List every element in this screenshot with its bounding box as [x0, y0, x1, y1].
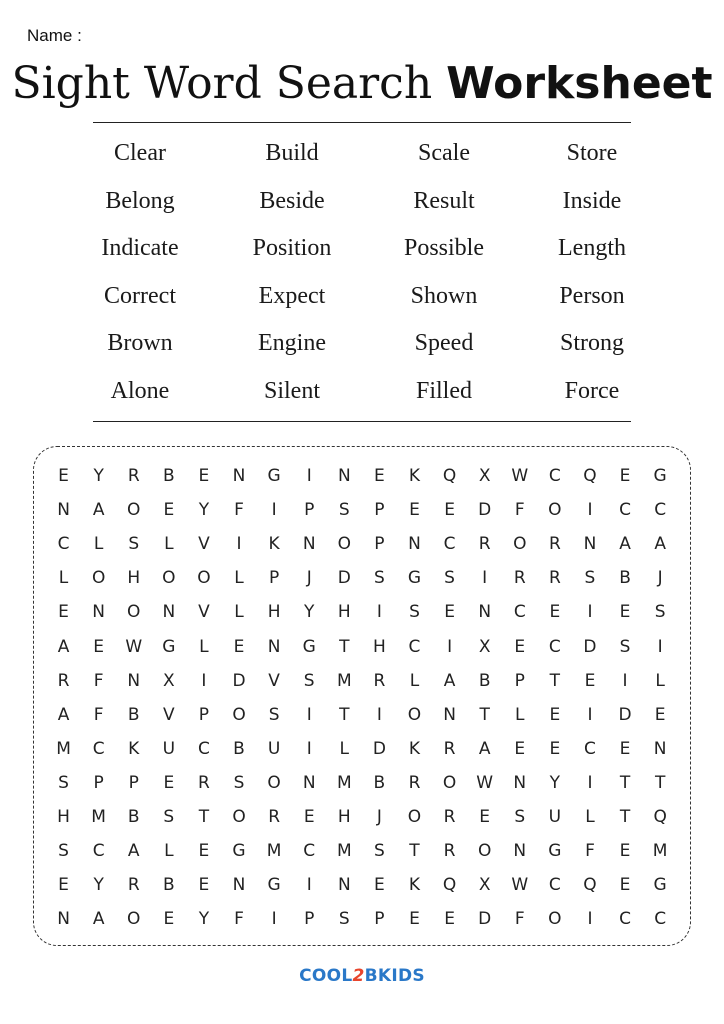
grid-letter: L [234, 602, 244, 623]
grid-letter: E [549, 602, 561, 623]
grid-letter: O [548, 500, 562, 521]
grid-letter: W [125, 636, 143, 657]
word-item: Inside [562, 187, 622, 214]
grid-letter: E [233, 636, 245, 657]
grid-letter: E [163, 909, 175, 930]
grid-letter: P [374, 909, 385, 930]
word-item: Indicate [101, 235, 179, 261]
grid-letter: E [198, 466, 210, 487]
grid-letter: L [409, 670, 420, 691]
grid-letter: Q [442, 466, 457, 487]
grid-letter: V [163, 704, 175, 725]
grid-letter: A [127, 841, 140, 862]
grid-letter: N [337, 466, 351, 487]
grid-letter: O [267, 772, 281, 793]
grid-letter: S [409, 602, 420, 623]
grid-letter: F [234, 500, 244, 521]
grid-letter: Q [653, 806, 667, 827]
grid-letter: E [93, 636, 105, 657]
grid-letter: D [583, 636, 597, 657]
grid-letter: N [513, 772, 527, 793]
grid-letter: R [408, 772, 421, 793]
grid-letter: M [336, 841, 352, 862]
grid-letter: B [619, 568, 631, 589]
grid-letter: R [373, 670, 386, 691]
grid-letter: J [657, 568, 663, 589]
grid-letter: S [654, 602, 666, 623]
word-item: Store [566, 140, 618, 166]
grid-letter: N [478, 602, 492, 623]
grid-letter: O [127, 500, 141, 521]
grid-letter: K [408, 466, 421, 487]
grid-letter: A [443, 670, 456, 691]
grid-letter: S [619, 636, 631, 657]
grid-letter: R [548, 534, 561, 555]
grid-letter: Y [549, 772, 561, 793]
grid-letter: G [267, 466, 281, 487]
grid-letter: F [93, 704, 104, 725]
word-item: Force [564, 377, 620, 404]
grid-letter: M [336, 772, 352, 793]
grid-letter: Y [198, 909, 210, 930]
grid-letter: I [587, 704, 593, 725]
grid-letter: E [619, 466, 631, 487]
grid-letter: N [232, 875, 246, 896]
grid-letter: C [57, 534, 70, 555]
grid-letter: H [267, 602, 281, 623]
grid-letter: E [374, 875, 385, 896]
grid-letter: C [408, 636, 421, 657]
grid-letter: G [407, 568, 422, 589]
word-item: Engine [258, 330, 326, 356]
grid-letter: U [548, 806, 562, 827]
grid-letter: C [654, 909, 667, 930]
grid-letter: G [548, 841, 562, 862]
grid-letter: R [268, 806, 281, 827]
grid-letter: G [653, 875, 667, 896]
grid-letter: G [653, 466, 667, 487]
grid-letter: I [622, 670, 628, 691]
grid-letter: N [162, 602, 176, 623]
grid-letter: N [302, 534, 316, 555]
grid-letter: U [267, 738, 281, 759]
grid-letter: L [164, 534, 174, 555]
grid-letter: K [268, 534, 280, 555]
grid-letter: O [407, 704, 422, 725]
grid-letter: E [654, 704, 666, 725]
grid-letter: L [93, 534, 104, 555]
grid-letter: V [198, 534, 210, 555]
grid-letter: E [198, 841, 210, 862]
grid-letter: T [198, 806, 210, 827]
grid-letter: I [306, 466, 312, 487]
grid-letter: N [127, 670, 141, 691]
grid-letter: N [267, 636, 281, 657]
grid-letter: I [482, 568, 488, 589]
name-label: Name : [27, 26, 82, 45]
grid-letter: E [514, 738, 526, 759]
grid-letter: R [127, 875, 140, 896]
grid-letter: P [304, 500, 315, 521]
grid-letter: A [92, 500, 105, 521]
grid-letter: S [584, 568, 596, 589]
grid-letter: M [652, 841, 668, 862]
grid-letter: N [513, 841, 527, 862]
letter-grid [46, 459, 678, 931]
grid-letter: O [477, 841, 492, 862]
grid-letter: E [619, 738, 631, 759]
word-list [64, 131, 664, 416]
grid-letter: P [93, 772, 104, 793]
grid-letter: I [587, 772, 593, 793]
grid-letter: R [57, 670, 70, 691]
word-item: Belong [105, 187, 175, 214]
grid-letter: M [266, 841, 282, 862]
grid-letter: O [127, 602, 141, 623]
grid-letter: F [93, 670, 104, 691]
grid-letter: I [306, 704, 312, 725]
grid-letter: J [306, 568, 312, 589]
word-item: Filled [415, 377, 472, 404]
grid-letter: C [513, 602, 526, 623]
grid-letter: H [337, 602, 351, 623]
grid-letter: S [58, 841, 69, 862]
grid-letter: C [548, 636, 561, 657]
grid-letter: W [476, 772, 494, 793]
page-title [0, 56, 724, 112]
grid-letter: F [585, 841, 595, 862]
grid-letter: R [478, 534, 491, 555]
grid-letter: S [233, 772, 245, 793]
grid-letter: R [443, 738, 456, 759]
grid-letter: E [58, 875, 69, 896]
grid-letter: I [447, 636, 453, 657]
grid-letter: U [162, 738, 176, 759]
grid-letter: S [514, 806, 526, 827]
grid-letter: Y [93, 875, 104, 896]
grid-letter: Y [93, 466, 104, 487]
grid-letter: E [198, 875, 210, 896]
word-item: Result [413, 187, 475, 214]
word-item: Speed [414, 330, 474, 356]
grid-letter: P [268, 568, 280, 589]
grid-letter: P [198, 704, 210, 725]
grid-letter: E [444, 909, 455, 930]
grid-letter: S [373, 568, 385, 589]
grid-letter: F [514, 909, 525, 930]
grid-letter: L [515, 704, 525, 725]
grid-letter: W [511, 875, 529, 896]
grid-letter: L [655, 670, 665, 691]
grid-letter: C [584, 738, 596, 759]
grid-letter: H [372, 636, 386, 657]
grid-letter: D [618, 704, 632, 725]
grid-letter: W [511, 466, 529, 487]
grid-letter: A [57, 636, 70, 657]
grid-letter: I [236, 534, 242, 555]
grid-letter: X [163, 670, 175, 691]
grid-letter: O [442, 772, 457, 793]
grid-letter: B [478, 670, 491, 691]
grid-letter: I [201, 670, 207, 691]
grid-letter: A [654, 534, 666, 555]
grid-letter: K [408, 875, 421, 896]
word-item: Length [558, 235, 626, 261]
grid-letter: T [549, 670, 561, 691]
word-item: Clear [114, 140, 166, 166]
bottom-divider [93, 421, 631, 422]
grid-letter: O [197, 568, 211, 589]
grid-letter: R [127, 466, 140, 487]
grid-letter: E [303, 806, 315, 827]
grid-letter: C [443, 534, 456, 555]
grid-letter: F [514, 500, 525, 521]
grid-letter: C [92, 841, 105, 862]
grid-letter: G [267, 875, 281, 896]
grid-letter: N [443, 704, 456, 725]
grid-letter: R [513, 568, 526, 589]
grid-letter: A [478, 738, 491, 759]
grid-letter: N [302, 772, 316, 793]
grid-letter: H [127, 568, 141, 589]
grid-letter: C [197, 738, 210, 759]
grid-letter: D [337, 568, 351, 589]
grid-letter: D [232, 670, 246, 691]
grid-letter: B [233, 738, 245, 759]
word-item: Silent [263, 377, 320, 404]
word-item: Correct [104, 282, 176, 309]
grid-letter: E [584, 670, 596, 691]
word-item: Position [252, 235, 332, 261]
grid-letter: E [374, 466, 385, 487]
top-divider [93, 122, 631, 123]
word-item: Scale [418, 140, 470, 166]
grid-letter: O [407, 806, 422, 827]
grid-letter: E [444, 500, 455, 521]
grid-letter: T [619, 806, 631, 827]
grid-letter: G [232, 841, 246, 862]
grid-letter: E [163, 772, 175, 793]
grid-letter: I [376, 704, 382, 725]
grid-letter: S [58, 772, 69, 793]
grid-letter: G [302, 636, 316, 657]
grid-letter: E [58, 602, 69, 623]
grid-letter: A [619, 534, 631, 555]
grid-letter: O [337, 534, 351, 555]
word-item: Build [265, 140, 319, 166]
grid-letter: J [376, 806, 382, 827]
word-item: Strong [559, 330, 624, 356]
grid-letter: A [57, 704, 70, 725]
grid-letter: N [337, 875, 351, 896]
grid-letter: B [373, 772, 386, 793]
grid-letter: N [408, 534, 421, 555]
word-item: Brown [107, 330, 173, 356]
grid-letter: L [234, 568, 244, 589]
grid-letter: L [58, 568, 69, 589]
word-item: Alone [110, 377, 170, 404]
grid-letter: A [92, 909, 105, 930]
grid-letter: M [56, 738, 71, 759]
grid-letter: G [162, 636, 176, 657]
grid-letter: S [338, 909, 350, 930]
grid-letter: N [583, 534, 597, 555]
grid-letter: C [654, 500, 667, 521]
grid-letter: E [58, 466, 69, 487]
grid-letter: P [374, 500, 385, 521]
grid-letter: O [548, 909, 562, 930]
grid-letter: C [619, 909, 631, 930]
logo-part-3: BKIDS [364, 966, 425, 986]
grid-letter: O [232, 806, 246, 827]
grid-letter: K [128, 738, 140, 759]
grid-letter: B [127, 806, 140, 827]
grid-letter: D [372, 738, 386, 759]
grid-letter: I [271, 500, 277, 521]
grid-letter: Q [442, 875, 457, 896]
grid-letter: I [657, 636, 663, 657]
brand-logo [0, 966, 724, 986]
grid-letter: I [271, 909, 277, 930]
grid-letter: S [128, 534, 140, 555]
grid-letter: E [479, 806, 491, 827]
grid-letter: L [199, 636, 209, 657]
grid-letter: R [443, 806, 456, 827]
grid-letter: B [162, 875, 175, 896]
grid-letter: O [232, 704, 246, 725]
grid-letter: P [374, 534, 385, 555]
grid-letter: E [444, 602, 455, 623]
grid-letter: O [513, 534, 527, 555]
grid-letter: T [654, 772, 666, 793]
logo-part-2: 2 [352, 966, 365, 986]
grid-letter: H [337, 806, 351, 827]
grid-letter: X [478, 466, 491, 487]
grid-letter: D [478, 909, 492, 930]
word-item: Expect [258, 282, 326, 309]
grid-letter: I [306, 875, 312, 896]
grid-letter: I [587, 500, 593, 521]
grid-letter: P [304, 909, 315, 930]
grid-letter: S [373, 841, 385, 862]
logo-part-1: COOL [299, 966, 353, 986]
grid-letter: R [548, 568, 561, 589]
grid-letter: E [619, 841, 631, 862]
grid-letter: V [198, 602, 210, 623]
grid-letter: R [443, 841, 456, 862]
grid-letter: H [57, 806, 70, 827]
grid-letter: E [514, 636, 526, 657]
grid-letter: N [57, 500, 70, 521]
word-item: Person [559, 282, 625, 309]
grid-letter: E [619, 602, 631, 623]
grid-letter: T [619, 772, 631, 793]
grid-letter: C [619, 500, 631, 521]
grid-letter: R [198, 772, 210, 793]
grid-letter: E [409, 909, 420, 930]
title-part-2: Worksheet [446, 58, 713, 109]
grid-letter: X [478, 875, 491, 896]
grid-letter: C [548, 466, 561, 487]
grid-letter: Y [198, 500, 210, 521]
grid-letter: M [91, 806, 106, 827]
grid-letter: L [339, 738, 350, 759]
grid-letter: I [587, 602, 593, 623]
grid-letter: K [408, 738, 421, 759]
grid-letter: S [338, 500, 350, 521]
grid-letter: O [162, 568, 176, 589]
grid-letter: L [585, 806, 595, 827]
word-item: Possible [403, 235, 484, 261]
grid-letter: Y [304, 602, 315, 623]
grid-letter: S [268, 704, 280, 725]
grid-letter: E [549, 738, 561, 759]
grid-letter: I [587, 909, 593, 930]
grid-letter: I [306, 738, 312, 759]
grid-letter: Q [583, 466, 597, 487]
grid-letter: X [478, 636, 491, 657]
grid-letter: S [163, 806, 175, 827]
grid-letter: S [444, 568, 455, 589]
grid-letter: F [234, 909, 244, 930]
grid-letter: I [376, 602, 382, 623]
grid-letter: D [478, 500, 492, 521]
grid-letter: P [128, 772, 139, 793]
grid-letter: E [163, 500, 175, 521]
grid-letter: N [232, 466, 246, 487]
grid-letter: B [162, 466, 175, 487]
grid-letter: B [127, 704, 140, 725]
grid-letter: O [127, 909, 141, 930]
grid-letter: S [303, 670, 315, 691]
grid-letter: Q [583, 875, 597, 896]
word-item: Beside [259, 187, 325, 214]
grid-letter: N [57, 909, 70, 930]
grid-letter: T [479, 704, 490, 725]
grid-letter: T [409, 841, 420, 862]
grid-letter: E [409, 500, 420, 521]
grid-letter: C [303, 841, 316, 862]
grid-letter: O [91, 568, 106, 589]
grid-letter: E [549, 704, 561, 725]
grid-letter: T [339, 704, 350, 725]
grid-letter: V [268, 670, 280, 691]
title-part-1: Sight Word Search [11, 58, 447, 109]
grid-letter: E [619, 875, 631, 896]
grid-letter: C [548, 875, 561, 896]
grid-letter: P [514, 670, 525, 691]
grid-letter: L [164, 841, 174, 862]
grid-letter: T [339, 636, 350, 657]
word-item: Shown [410, 282, 478, 309]
grid-letter: N [653, 738, 667, 759]
grid-letter: M [336, 670, 352, 691]
grid-letter: N [92, 602, 105, 623]
grid-letter: C [92, 738, 105, 759]
